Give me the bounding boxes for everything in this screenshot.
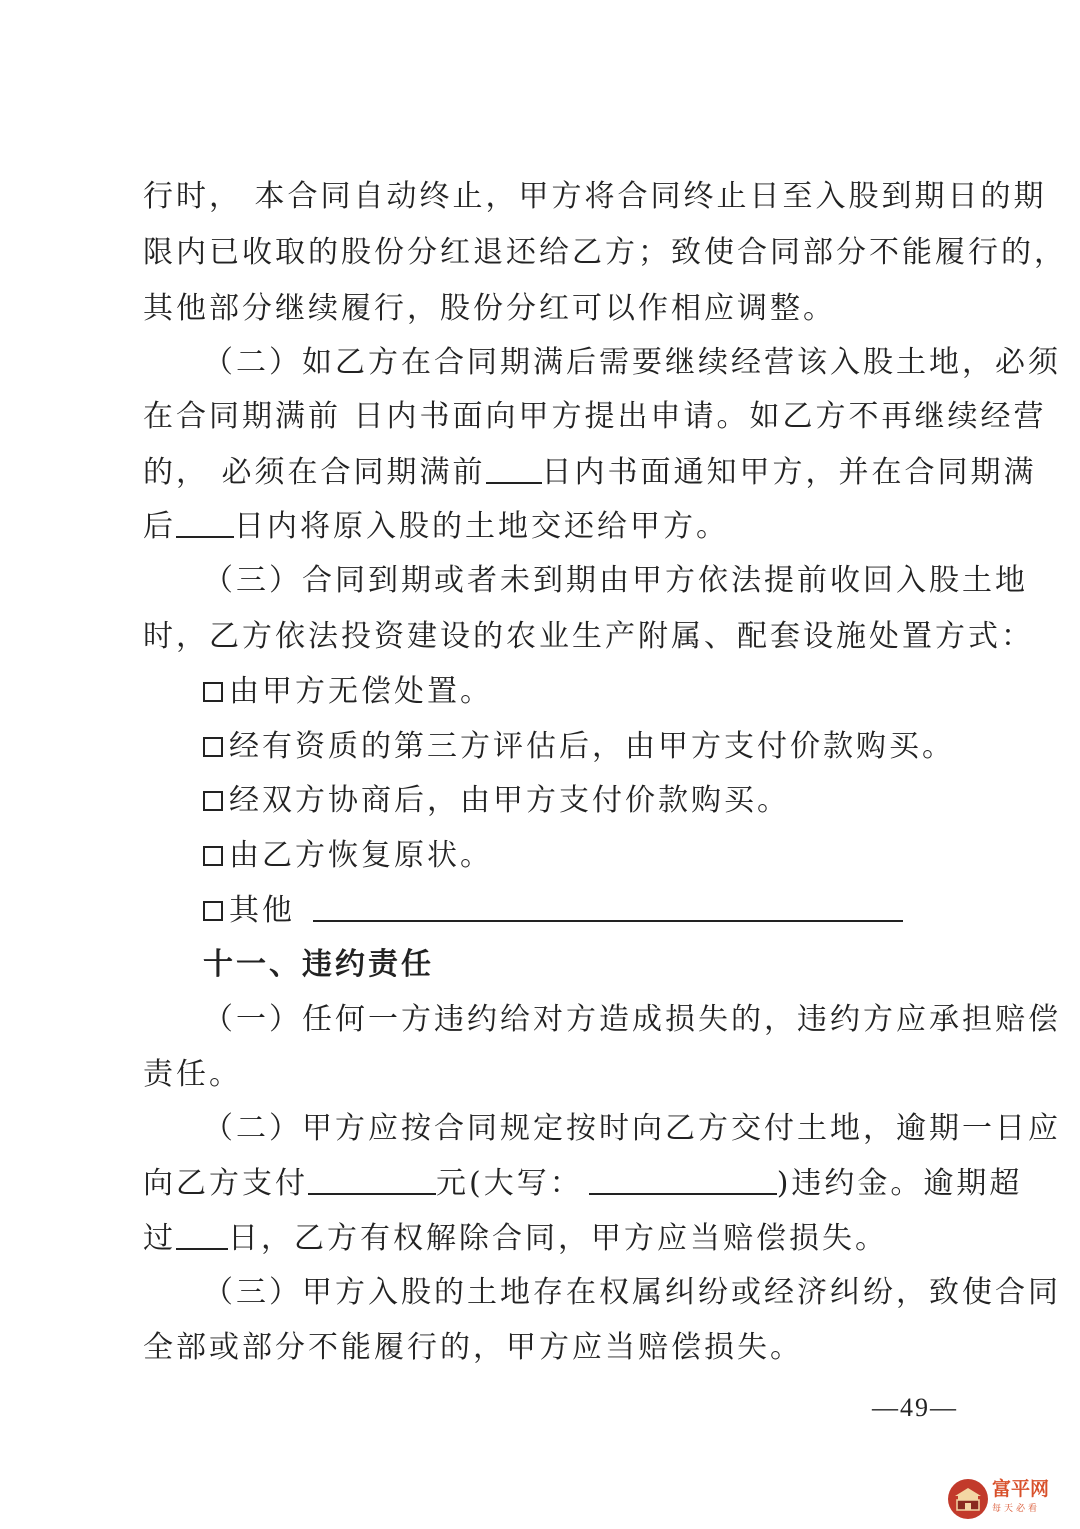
text-line: 在合同期满前 日内书面向甲方提出申请。如乙方不再继续经营	[143, 399, 1047, 434]
text-line	[143, 1157, 1023, 1211]
blank-field	[308, 1165, 436, 1195]
text-line: 行时， 本合同自动终止，甲方将合同终止日至入股到期日的期	[143, 179, 1047, 214]
text-line: 全部或部分不能履行的，甲方应当赔偿损失。	[143, 1330, 803, 1365]
text-line	[143, 446, 1037, 500]
checkbox-icon	[203, 737, 223, 757]
text-line: （三）合同到期或者未到期由甲方依法提前收回入股土地	[203, 563, 1028, 598]
text-span: 向乙方支付	[143, 1166, 308, 1201]
page-number: —49—	[872, 1393, 958, 1422]
option-item	[203, 665, 1003, 719]
watermark-logo	[948, 1476, 1068, 1522]
option-label: 由甲方无偿处置。	[229, 674, 493, 709]
text-line: （二）甲方应按合同规定按时向乙方交付土地，逾期一日应	[203, 1111, 1061, 1146]
text-line: （一）任何一方违约给对方造成损失的，违约方应承担赔偿	[203, 1002, 1061, 1037]
text-line: （三）甲方入股的土地存在权属纠纷或经济纠纷，致使合同	[203, 1275, 1061, 1310]
section-heading: 十一、违约责任	[203, 947, 434, 982]
option-item	[203, 884, 1003, 938]
text-span: 过	[143, 1221, 176, 1256]
option-label: 经双方协商后，由甲方支付价款购买。	[229, 783, 790, 818]
option-item	[203, 720, 1003, 774]
text-span: )违约金。逾期超	[776, 1166, 1023, 1201]
text-line	[143, 500, 943, 554]
blank-field	[176, 508, 234, 538]
blank-field	[589, 1165, 777, 1195]
text-span: 的， 必须在合同期满前	[143, 455, 486, 490]
checkbox-icon	[203, 846, 223, 866]
watermark-slogan: 每天必看	[992, 1504, 1041, 1514]
option-item	[203, 774, 1003, 828]
text-span: 日内将原入股的土地交还给甲方。	[234, 509, 729, 544]
checkbox-icon	[203, 791, 223, 811]
option-label: 经有资质的第三方评估后，由甲方支付价款购买。	[229, 729, 955, 764]
checkbox-icon	[203, 682, 223, 702]
blank-field	[486, 454, 542, 484]
option-label: 由乙方恢复原状。	[229, 838, 493, 873]
text-line: 其他部分继续履行，股份分红可以作相应调整。	[143, 291, 836, 326]
blank-field	[176, 1220, 228, 1250]
text-line	[143, 1212, 943, 1266]
text-line: 责任。	[143, 1057, 242, 1092]
option-label: 其他	[229, 893, 295, 928]
checkbox-icon	[203, 901, 223, 921]
text-span: 元(大写：	[436, 1166, 583, 1201]
text-span: 日，乙方有权解除合同，甲方应当赔偿损失。	[228, 1221, 888, 1256]
text-line: （二）如乙方在合同期满后需要继续经营该入股土地，必须	[203, 345, 1061, 380]
watermark-text	[992, 1479, 1049, 1519]
watermark-name: 富平网	[992, 1478, 1050, 1500]
blank-field	[313, 892, 903, 922]
text-span: 日内书面通知甲方，并在合同期满	[541, 455, 1037, 490]
gate-icon	[948, 1479, 988, 1519]
text-span: 后	[143, 509, 176, 544]
text-line: 限内已收取的股份分红退还给乙方；致使合同部分不能履行的，	[143, 235, 1067, 270]
text-line: 时，乙方依法投资建设的农业生产附属、配套设施处置方式：	[143, 619, 1034, 654]
option-item	[203, 829, 1003, 883]
